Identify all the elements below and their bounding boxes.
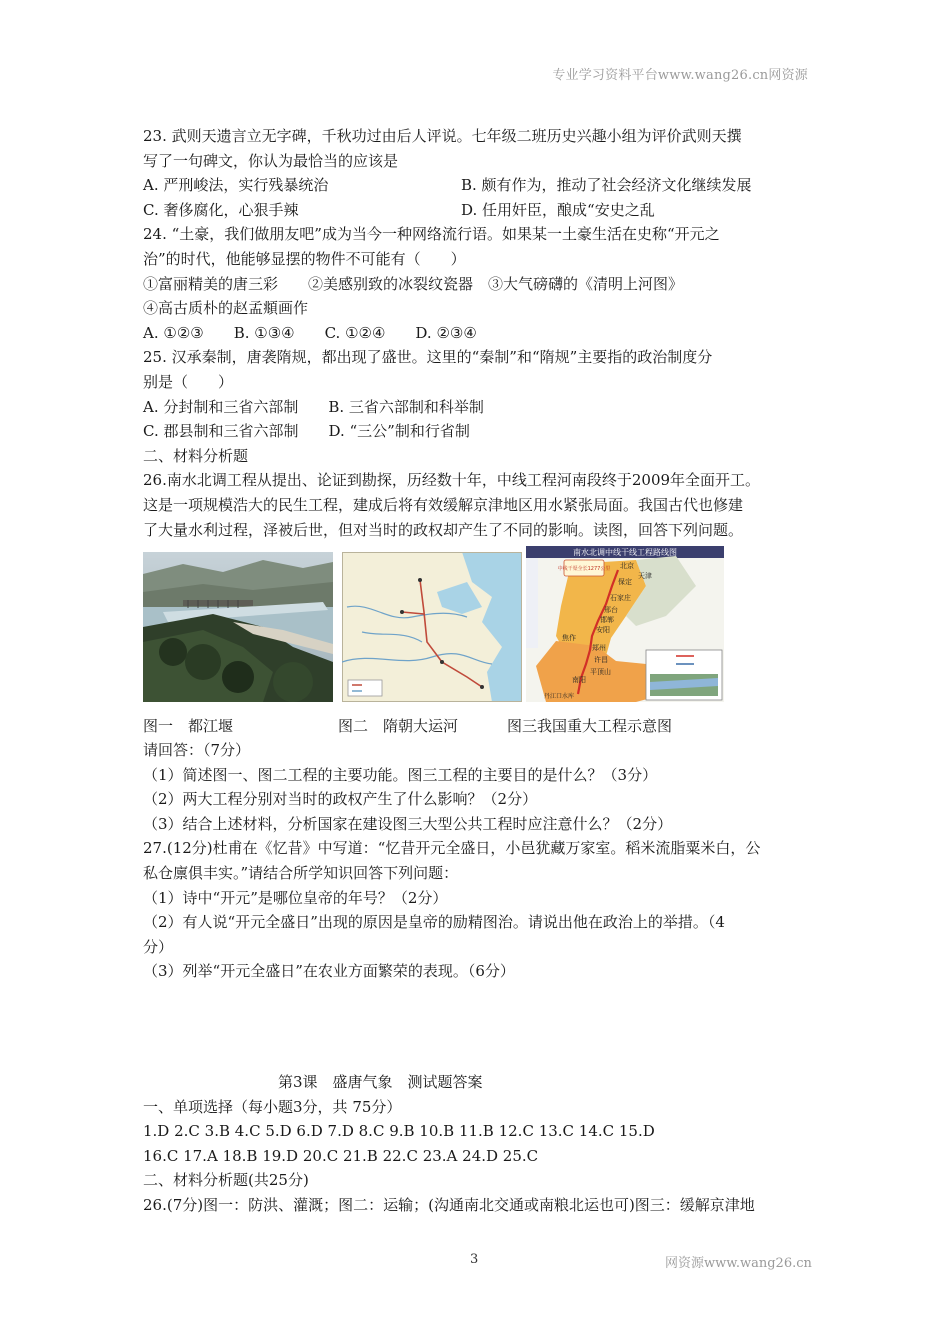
q23-stem-line1: 23. 武则天遗言立无字碑，千秋功过由后人评说。七年级二班历史兴趣小组为评价武则天撰 (143, 127, 742, 145)
map3-city-beijing: 北京 (620, 562, 634, 571)
map3-danjiangkou: 丹江口水库 (544, 693, 575, 701)
map3-city-nanyang: 南阳 (572, 676, 586, 685)
caption-fig2: 图二 隋朝大运河 (338, 717, 459, 736)
q24-stem-line2: 治”的时代，他能够显摆的物件不可能有（ ） (143, 249, 466, 268)
answers-section2: 二、材料分析题(共25分) (143, 1171, 309, 1190)
q26-figures (143, 544, 811, 714)
dujiangyan-photo (143, 552, 333, 702)
q27-sub2-line2: 分） (143, 937, 174, 956)
spacer (143, 984, 811, 1070)
q26-sub1: （1）简述图一、图二工程的主要功能。图三工程的主要目的是什么？（3分） (143, 765, 658, 784)
q23-options-ab (143, 173, 811, 198)
map3-city-jiaozuo: 焦作 (562, 634, 576, 643)
q23-option-d: D. 任用奸臣，酿成“安史之乱 (461, 200, 655, 219)
q23-option-b: B. 颇有作为，推动了社会经济文化继续发展 (461, 176, 752, 195)
q25-stem-line1: 25. 汉承秦制，唐袭隋规，都出现了盛世。这里的“秦制”和“隋规”主要指的政治制度分 (143, 348, 713, 367)
q23-option-a: A. 严刑峻法，实行残暴统治 (143, 176, 329, 195)
q26-figure-captions (143, 714, 811, 738)
map3-badge: 中线干渠全长1277公里 (557, 566, 611, 573)
q26-sub2: （2）两大工程分别对当时的政权产生了什么影响？（2分） (143, 790, 538, 809)
map3-city-xuchang: 许昌 (594, 656, 608, 665)
answers-section1: 一、单项选择（每小题3分，共 75分） (143, 1097, 402, 1116)
q27-sub1: （1）诗中“开元”是哪位皇帝的年号？（2分） (143, 888, 448, 907)
water-diversion-route-map (526, 546, 724, 702)
answers-row2: 16.C 17.A 18.B 19.D 20.C 21.B 22.C 23.A 24.D 25.C (143, 1146, 539, 1165)
map3-city-tianjin: 天津 (638, 572, 652, 581)
map3-city-baoding: 保定 (618, 578, 632, 587)
map3-city-pingdingshan: 平顶山 (590, 668, 611, 677)
q24-items-line2: ④高古质朴的赵孟頫画作 (143, 299, 309, 318)
q23-option-c: C. 奢侈腐化，心狠手辣 (143, 200, 299, 219)
map3-city-shijiazhuang: 石家庄 (610, 594, 631, 603)
map3-title: 南水北调中线干线工程路线图 (573, 548, 677, 558)
q27-para-line2: 私仓廪俱丰实。”请结合所学知识回答下列问题： (143, 864, 459, 883)
header-watermark: 专业学习资料平台www.wang26.cn网资源 (552, 68, 808, 83)
document-body (143, 124, 811, 1218)
sui-grand-canal-map (342, 552, 522, 702)
q26-para-line1: 26.南水北调工程从提出、论证到勘探，历经数十年，中线工程河南段终于2009年全面开工。 (143, 471, 761, 490)
q23-stem-line2: 写了一句碑文，你认为最恰当的应该是 (143, 151, 399, 170)
q25-options-ab: A. 分封制和三省六部制 B. 三省六部制和科举制 (143, 397, 484, 416)
map3-city-handan: 邯郸 (600, 616, 614, 625)
map3-city-zhengzhou: 郑州 (592, 644, 606, 653)
q25-stem-line2: 别是（ ） (143, 372, 234, 391)
q25-options-cd: C. 郡县制和三省六部制 D. “三公”制和行省制 (143, 422, 470, 441)
q24-stem-line1: 24. “土豪，我们做朋友吧”成为当今一种网络流行语。如果某一土豪生活在史称“开元之 (143, 225, 720, 244)
q26-ask: 请回答：（7分） (143, 741, 251, 760)
q24-options: A. ①②③ B. ①③④ C. ①②④ D. ②③④ (143, 323, 477, 342)
q24-items-line1: ①富丽精美的唐三彩 ②美感别致的冰裂纹瓷器 ③大气磅礴的《清明上河图》 (143, 274, 684, 293)
q27-para-line1: 27.(12分)杜甫在《忆昔》中写道：“忆昔开元全盛日，小邑犹藏万家室。稻米流脂粟米白，公 (143, 839, 761, 858)
caption-fig3: 图三我国重大工程示意图 (507, 717, 673, 736)
q26-para-line2: 这是一项规模浩大的民生工程，建成后将有效缓解京津地区用水紧张局面。我国古代也修建 (143, 495, 744, 514)
section2-title: 二、材料分析题 (143, 446, 249, 465)
footer-watermark: 网资源www.wang26.cn (665, 1256, 812, 1271)
q23-options-cd (143, 198, 811, 223)
map3-city-anyang: 安阳 (596, 626, 610, 635)
q27-sub3: （3）列举“开元全盛日”在农业方面繁荣的表现。（6分） (143, 962, 515, 981)
answers-row1: 1.D 2.C 3.B 4.C 5.D 6.D 7.D 8.C 9.B 10.B 11.B 12.C 13.C 14.C 15.D (143, 1122, 655, 1141)
q27-sub2-line1: （2）有人说“开元全盛日”出现的原因是皇帝的励精图治。请说出他在政治上的举措。（4 (143, 913, 725, 932)
q26-para-line3: 了大量水利过程，泽被后世，但对当时的政权却产生了不同的影响。读图，回答下列问题。 (143, 520, 744, 539)
q26-sub3: （3）结合上述材料，分析国家在建设图三大型公共工程时应注意什么？（2分） (143, 814, 673, 833)
answers-q26: 26.(7分)图一：防洪、灌溉；图二：运输；(沟通南北交通或南粮北运也可)图三：缓解京津地 (143, 1196, 755, 1214)
map3-city-xingtai: 邢台 (604, 606, 618, 615)
answers-title: 第3课 盛唐气象 测试题答案 (278, 1073, 483, 1092)
caption-fig1: 图一 都江堰 (143, 717, 234, 736)
page-number: 3 (470, 1252, 479, 1267)
